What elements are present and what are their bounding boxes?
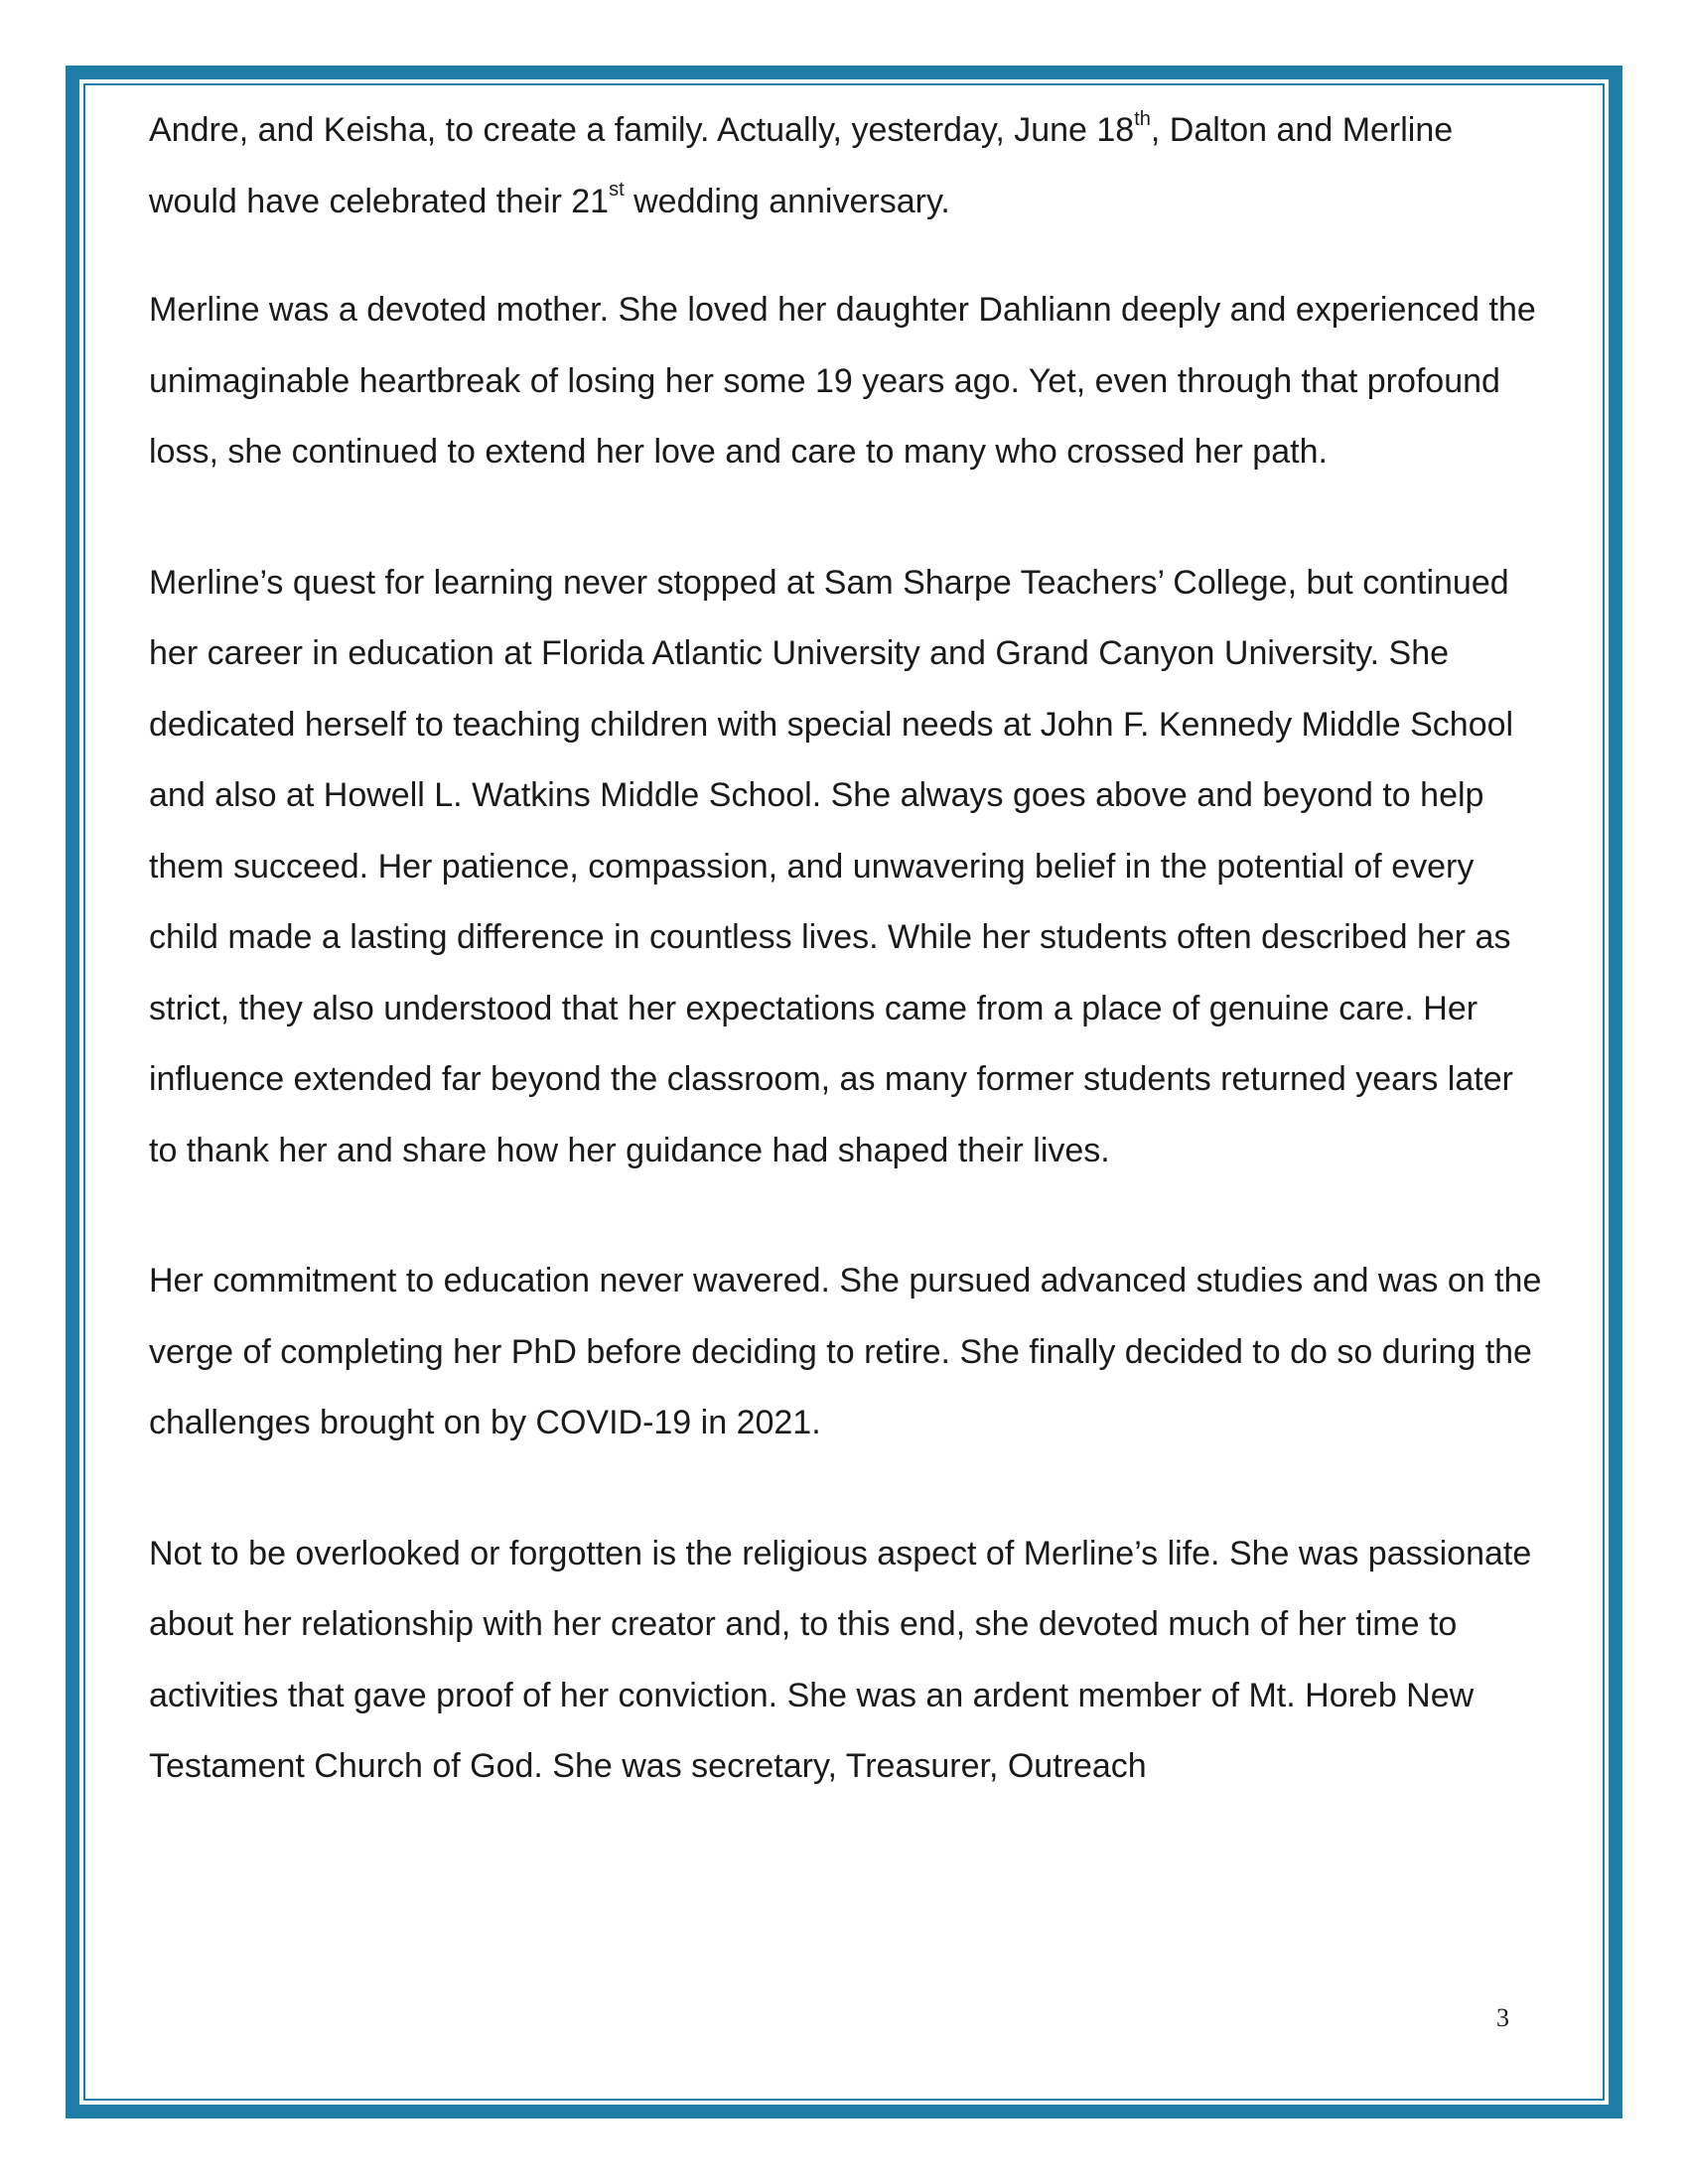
document-body bbox=[149, 95, 1549, 1803]
superscript-st: st bbox=[609, 179, 625, 202]
paragraph-spacer bbox=[149, 1186, 1549, 1246]
paragraph-religious: Not to be overlooked or forgotten is the religious aspect of Merline’s life. She was passionate about her relationship with her creator and, to this end, she devoted much of her time to activities that gave proof of her conviction. She was an ardent member of Mt. Horeb New Testament Church of God. She was secretary, Treasurer, Outreach bbox=[149, 1534, 1532, 1785]
paragraph-spacer bbox=[149, 488, 1549, 548]
page-number: 3 bbox=[1496, 2003, 1509, 2032]
paragraph-education: Merline’s quest for learning never stopped at Sam Sharpe Teachers’ College, but continued her career in education at Florida Atlantic University and Grand Canyon University. She dedicated herself to teaching children with special needs at John F. Kennedy Middle School and also at Howell L. Watkins Middle School. She always goes above and beyond to help them succeed. Her patience, compassion, and unwavering belief in the potential of every child made a lasting difference in countless lives. While her students often described her as strict, they also understood that her expectations came from a place of genuine care. Her influence extended far beyond the classroom, as many former students returned years later to thank her and share how her guidance had shaped their lives. bbox=[149, 563, 1514, 1169]
intro-text-1: Andre, and Keisha, to create a family. Actually, yesterday, June 18 bbox=[149, 111, 1135, 149]
intro-text-3: wedding anniversary. bbox=[624, 182, 950, 220]
paragraph-commitment: Her commitment to education never wavered. She pursued advanced studies and was on the verge of completing her PhD before deciding to retire. She finally decided to do so during the challenges brought on by COVID-19 in 2021. bbox=[149, 1262, 1542, 1441]
intro-paragraph bbox=[149, 95, 1549, 237]
superscript-th: th bbox=[1134, 107, 1151, 130]
paragraph-spacer bbox=[149, 237, 1549, 275]
intro-text-2: , Dalton and Merline would have celebrated their 21 bbox=[149, 111, 1454, 220]
paragraph-mother: Merline was a devoted mother. She loved her daughter Dahliann deeply and experienced the unimaginable heartbreak of losing her some 19 years ago. Yet, even through that profound loss, she continued to extend her love and care to many who crossed her path. bbox=[149, 291, 1536, 471]
paragraph-spacer bbox=[149, 1459, 1549, 1519]
